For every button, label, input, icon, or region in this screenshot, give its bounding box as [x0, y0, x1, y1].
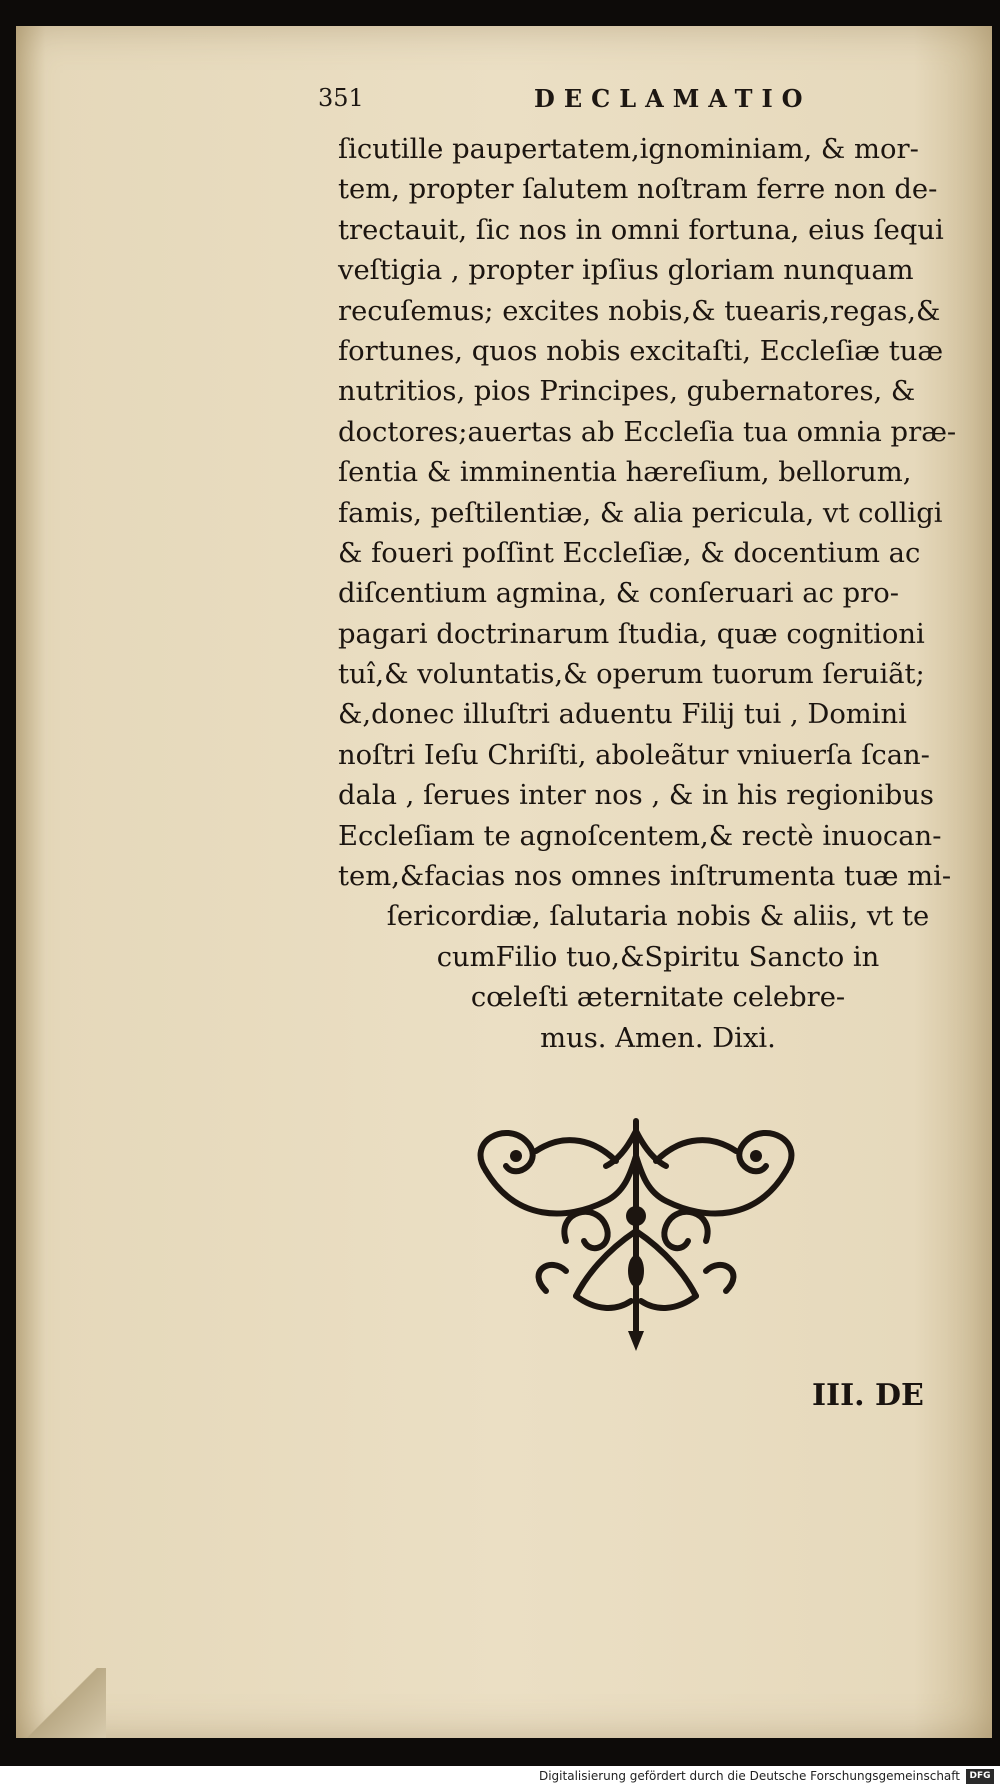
text-line: tem,&facias nos omnes inſtrumenta tuæ mi- — [338, 861, 952, 893]
text-line: nutritios, pios Principes, gubernatores, & — [338, 376, 916, 408]
text-line: ſentia & imminentia hæreſium, bellorum, — [338, 457, 912, 489]
text-line: & foueri poſſint Eccleſiæ, & docentium ac — [338, 537, 921, 569]
book-page — [16, 26, 992, 1738]
page-corner-fold — [16, 1668, 106, 1738]
running-head: DECLAMATIO — [534, 84, 812, 113]
closing-line: ſericordiæ, ſalutaria nobis & aliis, vt te — [386, 901, 930, 933]
fleuron-ornament-icon — [456, 1111, 816, 1351]
text-line: recuſemus; excites nobis,& tuearis,regas,& — [338, 295, 941, 327]
digitization-note: Digitalisierung gefördert durch die Deutsche Forschungsgemeinschaft — [538, 1769, 960, 1783]
dfg-logo-icon: DFG — [966, 1769, 994, 1784]
text-line: Eccleſiam te agnoſcentem,& rectè inuocan- — [338, 820, 942, 852]
catchword: III. DE — [812, 1378, 924, 1413]
closing-line: cumFilio tuo,&Spiritu Sancto in — [436, 941, 880, 973]
text-line: pagari doctrinarum ſtudia, quæ cognitioni — [338, 618, 925, 650]
text-line: trectauit, ſic nos in omni fortuna, eius ſequi — [338, 214, 944, 246]
text-line: tem, propter ſalutem noſtram ferre non de- — [338, 174, 938, 206]
closing-line: mus. Amen. Dixi. — [540, 1022, 776, 1054]
text-line: doctores;auertas ab Eccleſia tua omnia præ- — [338, 416, 957, 448]
text-line: veſtigia , propter ipſius gloriam nunquam — [338, 255, 914, 287]
text-line: &,donec illuſtri aduentu Filij tui , Domini — [338, 699, 907, 731]
text-line: fortunes, quos nobis excitaſti, Eccleſiæ tuæ — [338, 335, 944, 367]
text-line: noſtri Ieſu Chriſti, aboleãtur vniuerſa ſcan- — [338, 739, 930, 771]
text-line: tuî,& voluntatis,& operum tuorum ſeruiãt; — [338, 659, 925, 691]
text-line: diſcentium agmina, & conſeruari ac pro- — [338, 578, 899, 610]
text-line: ſicutille paupertatem,ignominiam, & mor- — [338, 134, 919, 165]
body-text — [338, 130, 978, 1059]
text-line: famis, peſtilentiæ, & alia pericula, vt colligi — [338, 497, 943, 529]
footer-bar — [0, 1766, 1000, 1788]
page-header — [16, 84, 992, 124]
closing-line: cœleſti æternitate celebre- — [470, 982, 846, 1014]
text-line: dala , ſerues inter nos , & in his regionibus — [338, 780, 934, 812]
page-number: 351 — [318, 84, 364, 112]
